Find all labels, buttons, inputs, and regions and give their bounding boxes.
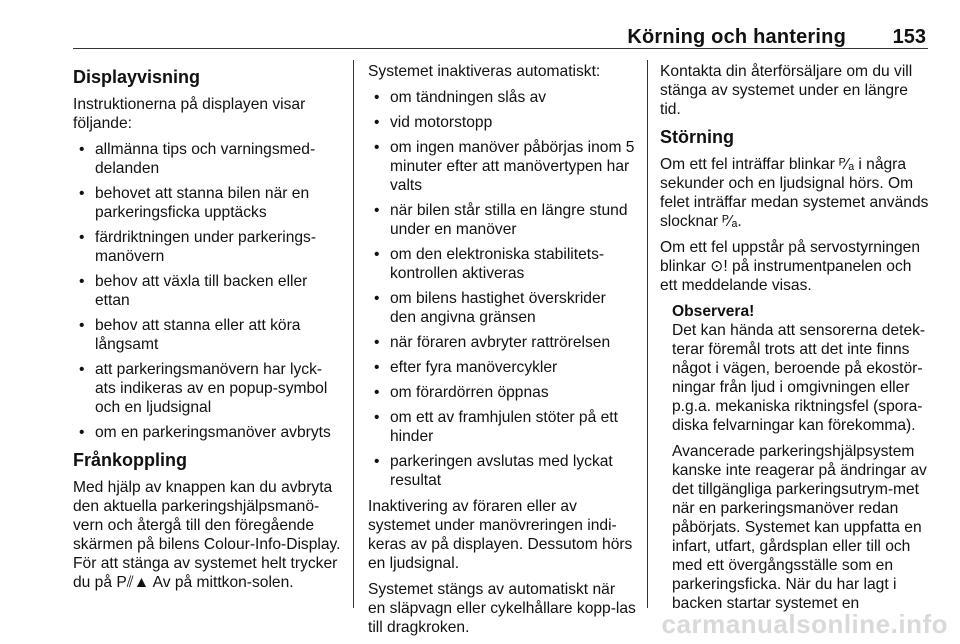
list-item: • behov att stanna eller att köra långsamt <box>73 316 341 354</box>
column-3 <box>660 62 930 620</box>
page-header <box>73 22 928 50</box>
list-item: • om ett av framhjulen stöter på ett hinder <box>368 408 636 446</box>
note-paragraph-2: Avancerade parkeringshjälpsystem kanske inte reagerar på ändringar av det tillgängliga parkeringsutrym-met när en parkeringsmanöver redan påbörjats. Systemet kan uppfatta en infart, utfart, gårdsplan eller till och med ett övergångsställe som en parkeringsficka. När du har lagt i backen startar systemet en <box>672 443 927 612</box>
list-item: • om bilens hastighet överskrider den angivna gränsen <box>368 289 636 327</box>
list-item: • om tändningen slås av <box>368 88 636 107</box>
list-item: • om den elektroniska stabilitets-kontrollen aktiveras <box>368 245 636 283</box>
column-divider <box>647 60 648 608</box>
list-item: • att parkeringsmanövern har lyck-ats indikeras av en popup-symbol och en ljudsignal <box>73 360 341 417</box>
list-item: • när föraren avbryter rattrörelsen <box>368 333 636 352</box>
section-heading-frankoppling: Frånkoppling <box>73 450 187 470</box>
paragraph-frankoppling: Med hjälp av knappen kan du avbryta den aktuella parkeringshjälpsmanö-vern och återgå till den föregående skärmen på bilens Colour-Info-Display. För att stänga av systemet helt trycker du på P⫽▲ Av på mittkon-solen. <box>73 479 341 591</box>
paragraph-auto: Systemet inaktiveras automatiskt: <box>368 63 601 80</box>
page-number: 153 <box>892 26 926 48</box>
page-title: Körning och hantering <box>627 26 846 48</box>
watermark: carmanualsonline.info <box>661 609 948 639</box>
paragraph-intro: Instruktionerna på displayen visar följande: <box>73 96 306 132</box>
paragraph-fel-1: Om ett fel inträffar blinkar ᴾ⁄ₐ i några sekunder och en ljudsignal hörs. Om felet inträffar medan systemet används slocknar ᴾ⁄ₐ. <box>660 156 929 230</box>
deactivation-bullet-list <box>368 88 636 490</box>
list-item: • behovet att stanna bilen när en parkeringsficka upptäcks <box>73 184 341 222</box>
paragraph-fel-2: Om ett fel uppstår på servostyrningen blinkar ⊙! på instrumentpanelen och ett meddelande visas. <box>660 239 921 294</box>
paragraph-inaktivering: Inaktivering av föraren eller av systemet under manövreringen indi-keras av på displayen. Dessutom hörs en ljudsignal. <box>368 498 633 572</box>
note-title: Observera! <box>672 303 755 320</box>
note-paragraph-1: Det kan hända att sensorerna detek-terar föremål trots att det inte finns något i vägen, beroende på ekostör-ningar från ljud i omgivningen eller p.g.a. mekaniska riktningsfel (spora-diska felvarningar kan förekomma). <box>672 322 926 434</box>
paragraph-kontakt: Kontakta din återförsäljare om du vill stänga av systemet under en längre tid. <box>660 63 913 118</box>
display-bullet-list <box>73 140 341 442</box>
column-2 <box>368 62 636 644</box>
list-item: • när bilen står stilla en längre stund under en manöver <box>368 201 636 239</box>
paragraph-slapvagn: Systemet stängs av automatiskt när en släpvagn eller cykelhållare kopp-las till dragkroken. <box>368 581 636 636</box>
list-item: • färdriktningen under parkerings-manövern <box>73 228 341 266</box>
list-item: • om en parkeringsmanöver avbryts <box>73 423 341 442</box>
list-item: • om ingen manöver påbörjas inom 5 minuter efter att manövertypen har valts <box>368 138 636 195</box>
list-item: • allmänna tips och varningsmed-delanden <box>73 140 341 178</box>
section-heading-storning: Störning <box>660 127 734 147</box>
column-divider <box>353 60 354 608</box>
list-item: • parkeringen avslutas med lyckat resultat <box>368 452 636 490</box>
list-item: • behov att växla till backen eller ettan <box>73 272 341 310</box>
list-item: • efter fyra manövercykler <box>368 358 636 377</box>
header-divider <box>73 48 928 49</box>
column-1 <box>73 62 341 599</box>
note-block <box>660 302 930 613</box>
list-item: • om förardörren öppnas <box>368 383 636 402</box>
list-item: • vid motorstopp <box>368 113 636 132</box>
section-heading-display: Displayvisning <box>73 67 201 87</box>
